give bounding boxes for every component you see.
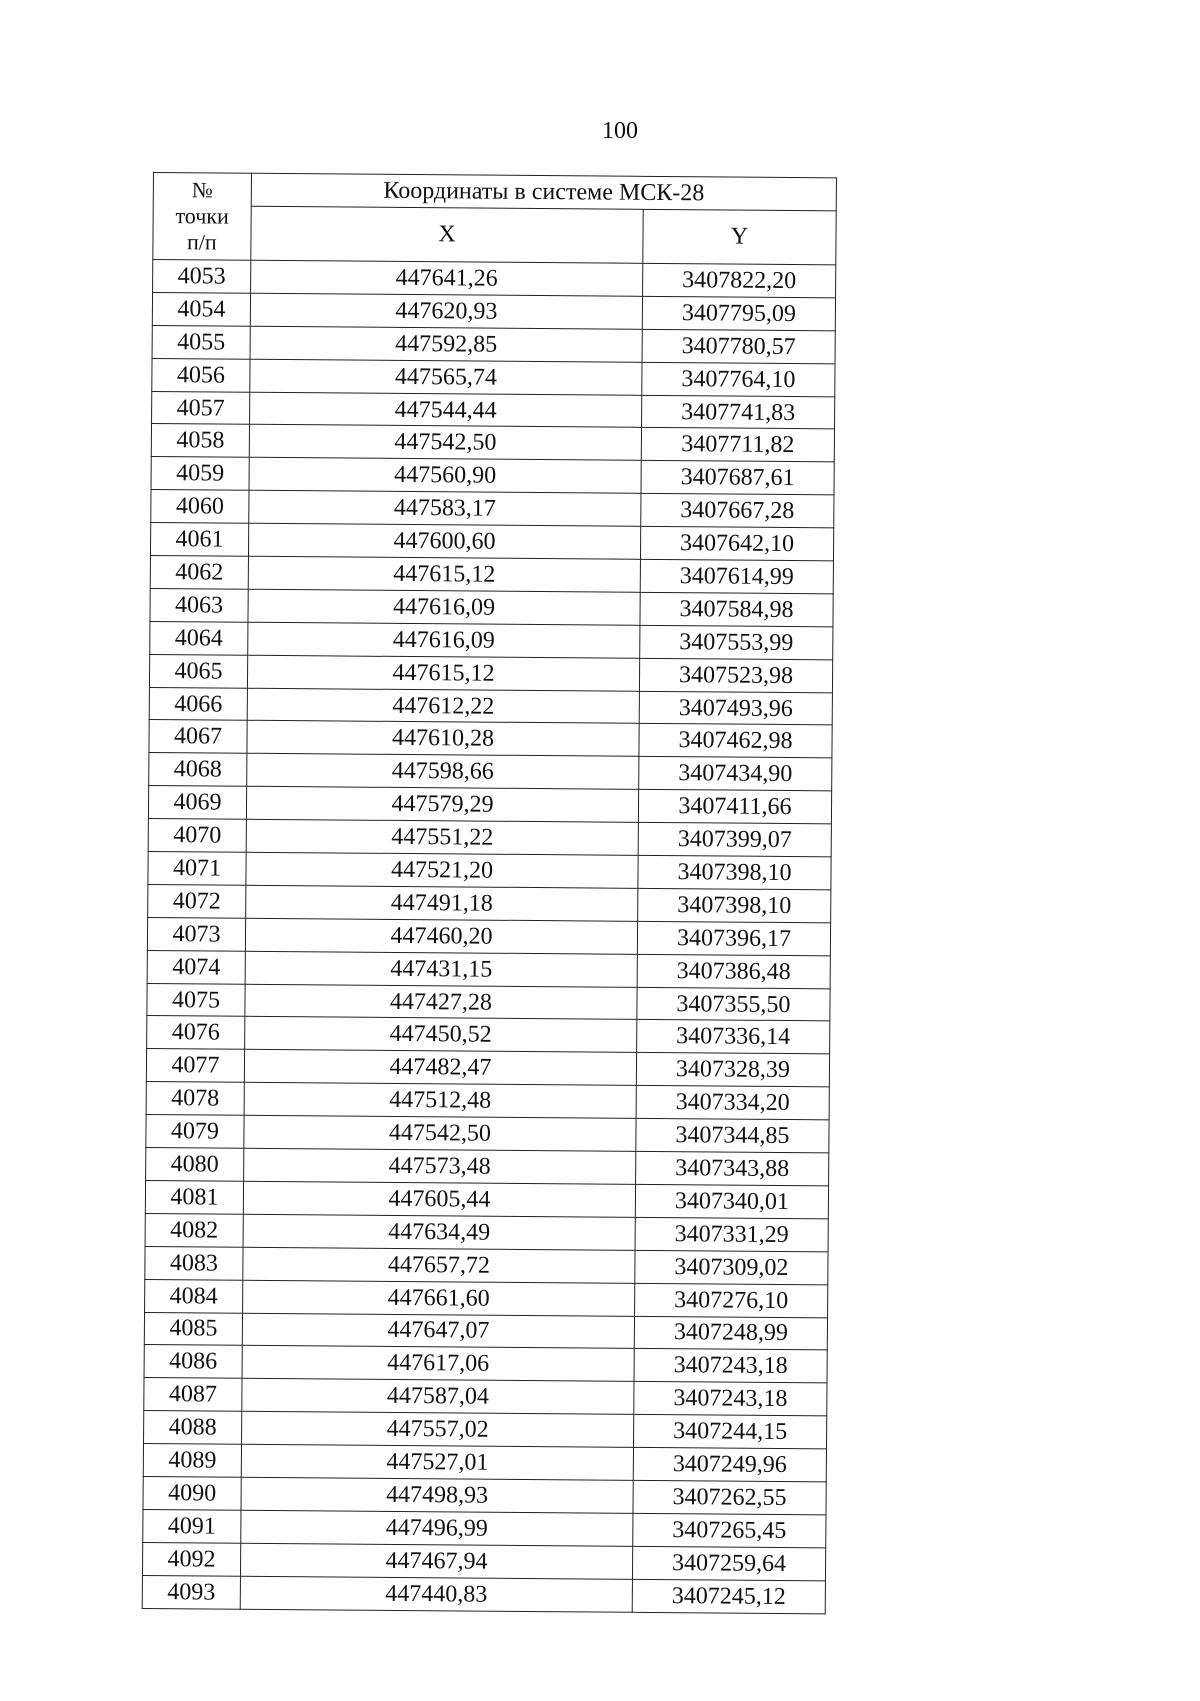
x-coordinate-cell: 447512,48 [244,1083,636,1119]
table-header [153,173,837,265]
x-coordinate-cell: 447498,93 [241,1477,633,1513]
y-coordinate-cell: 3407741,83 [642,395,835,429]
y-coordinate-cell: 3407331,29 [635,1217,828,1251]
point-number-cell: 4062 [150,556,248,590]
point-number-cell: 4082 [145,1213,243,1247]
x-coordinate-cell: 447592,85 [250,326,642,362]
point-number-cell: 4092 [142,1542,240,1576]
y-coordinate-cell: 3407687,61 [641,461,834,495]
point-number-cell: 4067 [149,720,247,754]
point-number-cell: 4066 [149,687,247,721]
x-coordinate-cell: 447467,94 [240,1543,632,1579]
x-coordinate-cell: 447579,29 [246,787,638,823]
x-coordinate-cell: 447521,20 [246,852,638,888]
x-coordinate-cell: 447598,66 [247,754,639,790]
point-number-cell: 4080 [146,1148,244,1182]
point-number-cell: 4088 [144,1411,242,1445]
page-number: 100 [602,118,638,144]
x-coordinate-cell: 447600,60 [248,523,640,559]
y-coordinate-cell: 3407780,57 [642,329,835,363]
table-row [149,753,832,791]
y-coordinate-cell: 3407396,17 [637,921,830,955]
table-row [143,1476,826,1514]
y-coordinate-cell: 3407249,96 [633,1447,826,1481]
point-number-cell: 4053 [153,260,251,294]
x-coordinate-cell: 447496,99 [241,1510,633,1546]
x-coordinate-cell: 447560,90 [249,458,641,494]
y-coordinate-cell: 3407262,55 [633,1480,826,1514]
y-coordinate-cell: 3407344,85 [636,1118,829,1152]
point-number-cell: 4065 [149,654,247,688]
table-row [145,1279,828,1317]
point-number-cell: 4060 [151,490,249,524]
x-coordinate-cell: 447620,93 [250,293,642,329]
table-row [147,983,830,1021]
y-coordinate-cell: 3407523,98 [639,658,832,692]
point-number-cell: 4070 [148,819,246,853]
x-coordinate-cell: 447647,07 [242,1313,634,1349]
point-number-cell: 4068 [149,753,247,787]
y-coordinate-cell: 3407328,39 [636,1053,829,1087]
x-coordinate-cell: 447565,74 [250,359,642,395]
table-row [151,424,834,462]
x-coordinate-cell: 447617,06 [242,1346,634,1382]
y-coordinate-cell: 3407355,50 [637,987,830,1021]
table-row [148,786,831,824]
point-number-cell: 4085 [144,1312,242,1346]
header-row-top [153,173,836,211]
point-number-cell: 4055 [152,325,250,359]
y-coordinate-cell: 3407243,18 [634,1349,827,1383]
x-coordinate-cell: 447544,44 [250,392,642,428]
x-coordinate-cell: 447587,04 [242,1379,634,1415]
table-row [144,1378,827,1416]
point-number-cell: 4057 [152,391,250,425]
table-row [144,1345,827,1383]
table-row [148,852,831,890]
table-row [147,917,830,955]
table-row [145,1180,828,1218]
point-number-cell: 4091 [143,1509,241,1543]
point-number-cell: 4083 [145,1246,243,1280]
point-number-cell: 4078 [146,1082,244,1116]
coordinates-table-wrapper [142,172,836,1614]
x-coordinate-cell: 447615,12 [248,556,640,592]
point-number-header-line1: № [191,177,213,203]
table-row [146,1049,829,1087]
x-coordinate-cell: 447557,02 [242,1411,634,1447]
y-coordinate-cell: 3407340,01 [635,1184,828,1218]
table-row [149,654,832,692]
table-row [153,260,836,298]
table-row [152,358,835,396]
y-coordinate-cell: 3407584,98 [640,592,833,626]
coordinates-table [142,172,837,1614]
table-row [147,950,830,988]
table-row [143,1444,826,1482]
x-coordinate-cell: 447527,01 [241,1444,633,1480]
y-coordinate-cell: 3407398,10 [638,888,831,922]
table-row [152,292,835,330]
table-row [150,588,833,626]
point-number-cell: 4081 [145,1180,243,1214]
x-coordinate-cell: 447612,22 [247,688,639,724]
x-coordinate-cell: 447440,83 [240,1576,632,1612]
point-number-cell: 4054 [152,292,250,326]
table-row [145,1213,828,1251]
y-coordinate-cell: 3407795,09 [642,296,835,330]
y-coordinate-cell: 3407386,48 [637,954,830,988]
x-coordinate-cell: 447616,09 [248,622,640,658]
y-coordinate-cell: 3407265,45 [633,1513,826,1547]
x-coordinate-cell: 447610,28 [247,721,639,757]
x-coordinate-cell: 447661,60 [243,1280,635,1316]
point-number-cell: 4064 [150,621,248,655]
table-row [144,1312,827,1350]
y-coordinate-cell: 3407711,82 [641,428,834,462]
x-column-header: X [251,206,643,263]
x-coordinate-cell: 447450,52 [245,1017,637,1053]
x-coordinate-cell: 447573,48 [244,1148,636,1184]
x-coordinate-cell: 447542,50 [249,425,641,461]
table-row [147,1016,830,1054]
x-coordinate-cell: 447427,28 [245,984,637,1020]
point-number-cell: 4073 [147,917,245,951]
point-number-cell: 4089 [143,1444,241,1478]
table-row [148,884,831,922]
table-row [149,687,832,725]
x-coordinate-cell: 447542,50 [244,1115,636,1151]
x-coordinate-cell: 447431,15 [245,951,637,987]
table-row [143,1509,826,1547]
y-column-header: Y [643,209,836,265]
point-number-cell: 4087 [144,1378,242,1412]
table-row [150,621,833,659]
table-row [146,1148,829,1186]
y-coordinate-cell: 3407411,66 [638,790,831,824]
table-row [152,325,835,363]
x-coordinate-cell: 447605,44 [243,1181,635,1217]
point-number-cell: 4061 [150,523,248,557]
y-coordinate-cell: 3407248,99 [634,1316,827,1350]
y-coordinate-cell: 3407276,10 [635,1283,828,1317]
table-row [142,1575,825,1613]
table-row [150,556,833,594]
y-coordinate-cell: 3407399,07 [638,822,831,856]
point-number-header [153,173,252,261]
table-row [151,490,834,528]
table-row [148,819,831,857]
y-coordinate-cell: 3407667,28 [641,494,834,528]
y-coordinate-cell: 3407259,64 [632,1546,825,1580]
point-number-cell: 4071 [148,852,246,886]
point-number-cell: 4090 [143,1476,241,1510]
point-number-cell: 4074 [147,950,245,984]
y-coordinate-cell: 3407553,99 [640,625,833,659]
y-coordinate-cell: 3407309,02 [635,1250,828,1284]
coordinates-system-header: Координаты в системе МСК-28 [251,173,836,210]
table-row [142,1542,825,1580]
table-row [151,457,834,495]
y-coordinate-cell: 3407343,88 [636,1151,829,1185]
point-number-cell: 4069 [148,786,246,820]
point-number-cell: 4077 [146,1049,244,1083]
y-coordinate-cell: 3407822,20 [643,263,836,297]
point-number-cell: 4084 [145,1279,243,1313]
point-number-cell: 4086 [144,1345,242,1379]
point-number-header-line2: точки [175,203,229,229]
x-coordinate-cell: 447460,20 [245,918,637,954]
y-coordinate-cell: 3407462,98 [639,724,832,758]
table-row [144,1411,827,1449]
table-row [149,720,832,758]
table-row [152,391,835,429]
x-coordinate-cell: 447616,09 [248,589,640,625]
point-number-cell: 4093 [142,1575,240,1609]
x-coordinate-cell: 447551,22 [246,819,638,855]
y-coordinate-cell: 3407398,10 [638,855,831,889]
x-coordinate-cell: 447657,72 [243,1247,635,1283]
point-number-cell: 4075 [147,983,245,1017]
point-number-cell: 4058 [151,424,249,458]
y-coordinate-cell: 3407336,14 [637,1020,830,1054]
point-number-header-line3: п/п [187,229,217,255]
table-row [145,1246,828,1284]
header-row-axes [153,205,836,265]
y-coordinate-cell: 3407244,15 [633,1414,826,1448]
table-row [146,1082,829,1120]
point-number-cell: 4063 [150,588,248,622]
point-number-cell: 4079 [146,1115,244,1149]
x-coordinate-cell: 447583,17 [249,490,641,526]
table-body [142,260,836,1614]
x-coordinate-cell: 447641,26 [251,260,643,296]
y-coordinate-cell: 3407434,90 [639,757,832,791]
y-coordinate-cell: 3407493,96 [639,691,832,725]
point-number-cell: 4059 [151,457,249,491]
x-coordinate-cell: 447615,12 [247,655,639,691]
y-coordinate-cell: 3407614,99 [640,559,833,593]
x-coordinate-cell: 447634,49 [243,1214,635,1250]
point-number-cell: 4056 [152,358,250,392]
y-coordinate-cell: 3407334,20 [636,1086,829,1120]
point-number-cell: 4076 [147,1016,245,1050]
table-row [150,523,833,561]
y-coordinate-cell: 3407642,10 [640,526,833,560]
x-coordinate-cell: 447482,47 [244,1050,636,1086]
x-coordinate-cell: 447491,18 [246,885,638,921]
table-row [146,1115,829,1153]
y-coordinate-cell: 3407243,18 [634,1382,827,1416]
point-number-cell: 4072 [148,884,246,918]
y-coordinate-cell: 3407245,12 [632,1579,825,1613]
y-coordinate-cell: 3407764,10 [642,362,835,396]
